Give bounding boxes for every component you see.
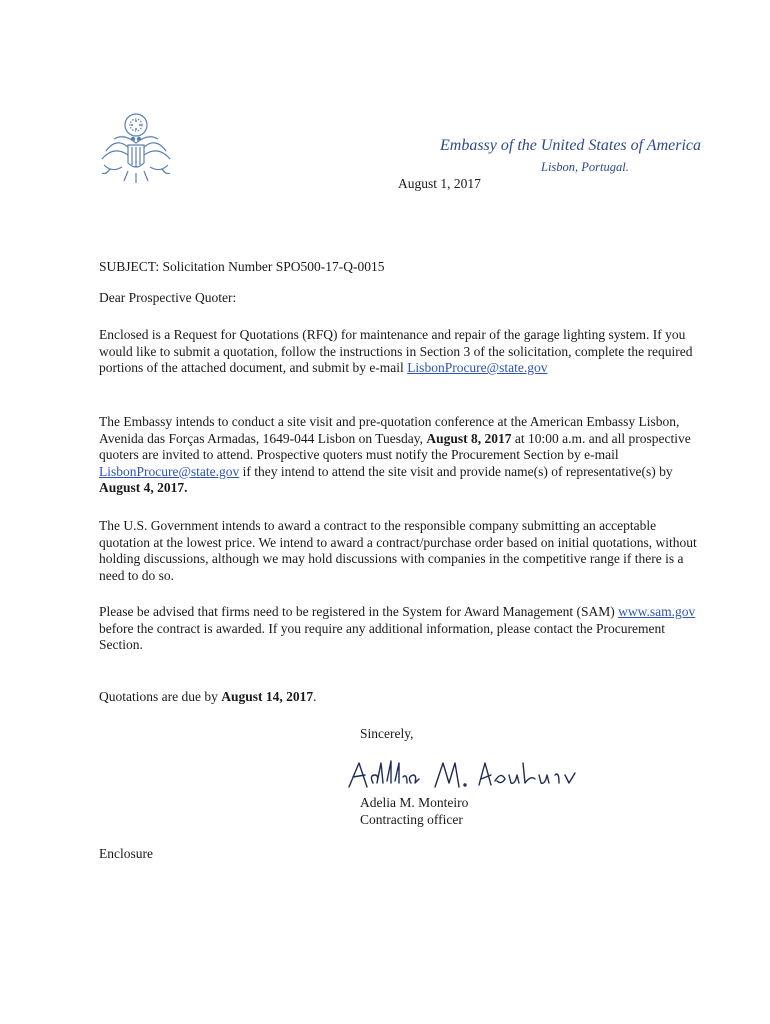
handwritten-signature [345,757,580,795]
sam-link[interactable]: www.sam.gov [618,604,696,619]
letter-date: August 1, 2017 [398,176,481,191]
paragraph-site-visit [99,414,699,497]
embassy-name: Embassy of the United States of America [440,137,701,154]
signer-name: Adelia M. Monteiro [360,795,469,810]
email-link[interactable]: LisbonProcure@state.gov [99,463,240,479]
site-visit-text-a: The Embassy intends to conduct a site visit and pre-quotation conference at the American Embassy Lisbon, Avenida das Forças Armadas, 1649-044 Lisbon on Tuesday, [99,414,680,446]
site-visit-date: August 8, 2017 [426,430,512,446]
paragraph-due-date [99,689,699,706]
sam-text-b: before the contract is awarded. If you require any additional information, please contact the Procurement Section. [99,620,666,653]
subject-line: SUBJECT: Solicitation Number SPO500-17-Q-0015 [99,259,385,274]
paragraph-sam [99,604,699,654]
due-end: . [313,689,317,704]
site-visit-text-b: at 10:00 a.m. and all prospective quoters are invited to attend. Prospective quoters must notify the Procurement Section by e-mail [99,430,691,463]
paragraph-rfq [99,327,699,377]
signer-title: Contracting officer [360,812,463,827]
email-link[interactable]: LisbonProcure@state.gov [407,360,548,376]
salutation: Dear Prospective Quoter: [99,290,237,305]
embassy-city: Lisbon, Portugal. [541,160,629,174]
due-text: Quotations are due by [99,689,222,704]
enclosure-label: Enclosure [99,846,153,861]
site-visit-text-c: if they intend to attend the site visit and provide name(s) of representative(s) by [239,463,673,479]
sam-text-a: Please be advised that firms need to be registered in the System for Award Management (SAM) [99,604,619,619]
paragraph-award: The U.S. Government intends to award a contract to the responsible company submitting an acceptable quotation at the lowest price. We intend to award a contract/purchase order based on initial quotations, without holding discussions, although we may hold discussions with companies in the competitive range if there is a need to do so. [99,518,697,583]
paragraph-rfq-text: Enclosed is a Request for Quotations (RFQ) for maintenance and repair of the garage lighting system. If you would like to submit a quotation, follow the instructions in Section 3 of the solicitation, complete the required portions of the attached document, and submit by e-mail [99,327,693,376]
attendance-deadline: August 4, 2017. [99,480,188,496]
closing-sincerely: Sincerely, [360,726,414,741]
great-seal-icon [94,103,178,187]
due-date: August 14, 2017 [221,689,314,704]
